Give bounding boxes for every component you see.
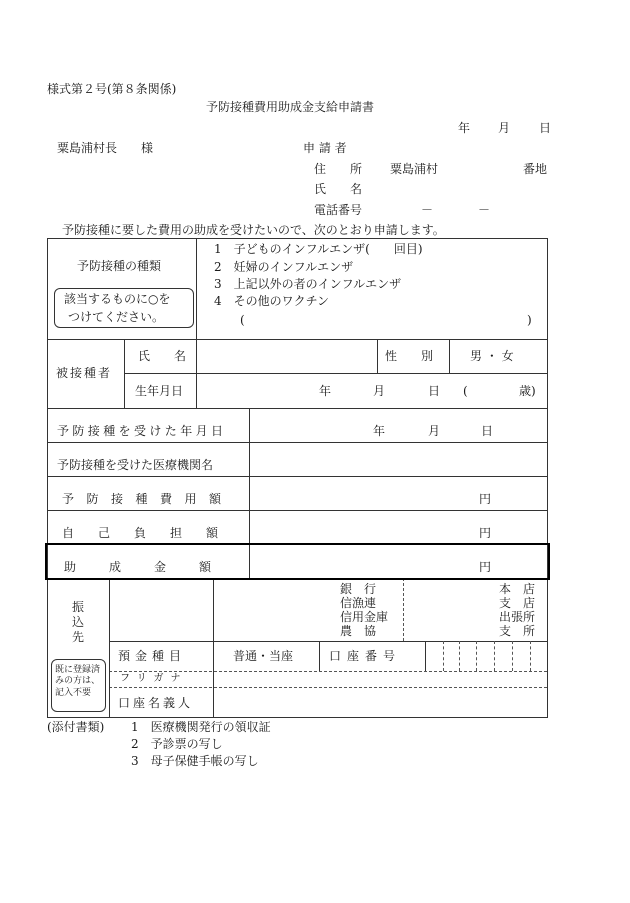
addressee: 粟島浦村長 様 xyxy=(57,141,154,155)
row-divider xyxy=(47,408,547,409)
row-divider-dashed xyxy=(109,687,547,688)
grant-amount-yen: 円 xyxy=(479,560,492,574)
row-divider-dashed xyxy=(109,671,547,672)
sex-options[interactable]: 男 ・ 女 xyxy=(470,349,514,363)
self-pay-yen: 円 xyxy=(479,526,492,540)
self-pay-label: 自己負担額 xyxy=(62,526,243,540)
address-village: 粟島浦村 xyxy=(390,162,439,176)
recipient-label: 被接種者 xyxy=(56,366,113,380)
transfer-label: 振込先 xyxy=(72,600,85,644)
digit-box-divider xyxy=(459,641,460,671)
col-divider xyxy=(196,339,197,408)
row-divider xyxy=(47,442,547,443)
col-divider xyxy=(425,641,426,671)
vaccination-cost-label: 予防接種費用額 xyxy=(62,492,234,506)
clinic-name-label: 予防接種を受けた医療機関名 xyxy=(57,458,214,472)
other-vaccine-close-paren: ) xyxy=(527,313,532,327)
branch-type-office: 出張所 xyxy=(499,610,536,624)
age-close: 歳) xyxy=(519,384,536,398)
col-divider xyxy=(196,238,197,339)
date-month-label: 月 xyxy=(498,121,511,135)
digit-box-divider xyxy=(512,641,513,671)
dob-year: 年 xyxy=(319,384,332,398)
row-divider xyxy=(109,641,547,642)
branch-type-sub: 支 所 xyxy=(499,624,536,638)
vaccine-option-4[interactable]: 4 その他のワクチン xyxy=(214,294,330,308)
table-bottom-border xyxy=(47,717,547,718)
date-day-label: 日 xyxy=(539,121,552,135)
account-holder-label: 口座名義人 xyxy=(118,696,194,710)
sex-label: 性 別 xyxy=(385,349,434,363)
table-left-border xyxy=(47,238,48,718)
col-divider xyxy=(109,578,110,717)
form-number: 様式第２号(第８条関係) xyxy=(47,82,177,96)
vaccination-date-day: 日 xyxy=(481,424,494,438)
attachment-item-1: 1 医療機関発行の領収証 xyxy=(131,720,271,734)
row-divider xyxy=(47,510,547,511)
col-divider xyxy=(319,641,320,671)
vaccine-option-1[interactable]: 1 子どものインフルエンザ( 回目) xyxy=(214,242,423,256)
attachment-item-3: 3 母子保健手帳の写し xyxy=(131,754,259,768)
vaccine-option-2[interactable]: 2 妊婦のインフルエンザ xyxy=(214,260,354,274)
instruction-line-1: 該当するものに○を xyxy=(64,292,171,306)
applicant-heading: 申 請 者 xyxy=(303,141,347,155)
col-divider xyxy=(124,339,125,408)
account-number-label: 口座番号 xyxy=(329,649,402,663)
table-right-border xyxy=(547,238,548,718)
already-registered-note: 既に登録済みの方は、記入不要 xyxy=(55,665,101,698)
form-title: 予防接種費用助成金支給申請書 xyxy=(206,100,375,114)
digit-box-divider xyxy=(530,641,531,671)
other-vaccine-open-paren: ( xyxy=(240,313,245,327)
address-banchi: 番地 xyxy=(523,162,548,176)
vaccination-date-label: 予防接種を受けた年月日 xyxy=(57,424,227,438)
digit-box-divider xyxy=(494,641,495,671)
digit-box-divider xyxy=(443,641,444,671)
address-label: 住 所 xyxy=(314,162,363,176)
vaccination-date-month: 月 xyxy=(428,424,441,438)
institution-type-fishery: 信漁連 xyxy=(340,596,377,610)
branch-type-main: 本 店 xyxy=(499,582,536,596)
row-divider xyxy=(124,373,547,374)
vaccination-cost-yen: 円 xyxy=(479,492,492,506)
account-type-value[interactable]: 普通・当座 xyxy=(233,649,294,663)
phone-separator-2: － xyxy=(478,203,491,217)
col-divider xyxy=(377,339,378,373)
col-divider-dashed xyxy=(403,578,404,641)
institution-type-credit: 信用金庫 xyxy=(340,610,389,624)
phone-label: 電話番号 xyxy=(314,203,363,217)
table-top-border xyxy=(47,238,547,239)
attachment-item-2: 2 予診票の写し xyxy=(131,737,223,751)
dob-day: 日 xyxy=(428,384,441,398)
attachments-label: (添付書類) xyxy=(47,720,105,734)
furigana-label: フリガナ xyxy=(120,673,188,684)
col-divider xyxy=(249,545,250,578)
row-divider xyxy=(47,339,547,340)
institution-type-agri: 農 協 xyxy=(340,624,377,638)
account-type-label: 預金種目 xyxy=(118,649,187,663)
instruction-line-2: つけてください。 xyxy=(68,310,165,324)
dob-month: 月 xyxy=(373,384,386,398)
vaccine-type-label: 予防接種の種類 xyxy=(77,259,162,273)
vaccine-option-3[interactable]: 3 上記以外の者のインフルエンザ xyxy=(214,277,402,291)
phone-separator-1: － xyxy=(421,203,434,217)
vaccination-date-year: 年 xyxy=(373,424,386,438)
institution-type-bank: 銀 行 xyxy=(340,582,377,596)
recipient-name-label: 氏 名 xyxy=(138,349,187,363)
col-divider xyxy=(213,578,214,717)
grant-amount-label: 助 成 金 額 xyxy=(64,560,222,574)
row-divider xyxy=(47,476,547,477)
col-divider xyxy=(449,339,450,373)
intro-text: 予防接種に要した費用の助成を受けたいので、次のとおり申請します。 xyxy=(62,223,445,237)
age-open-paren: ( xyxy=(463,384,468,398)
digit-box-divider xyxy=(476,641,477,671)
date-year-label: 年 xyxy=(458,121,471,135)
dob-label: 生年月日 xyxy=(135,384,184,398)
branch-type-branch: 支 店 xyxy=(499,596,536,610)
applicant-name-label: 氏 名 xyxy=(314,182,363,196)
